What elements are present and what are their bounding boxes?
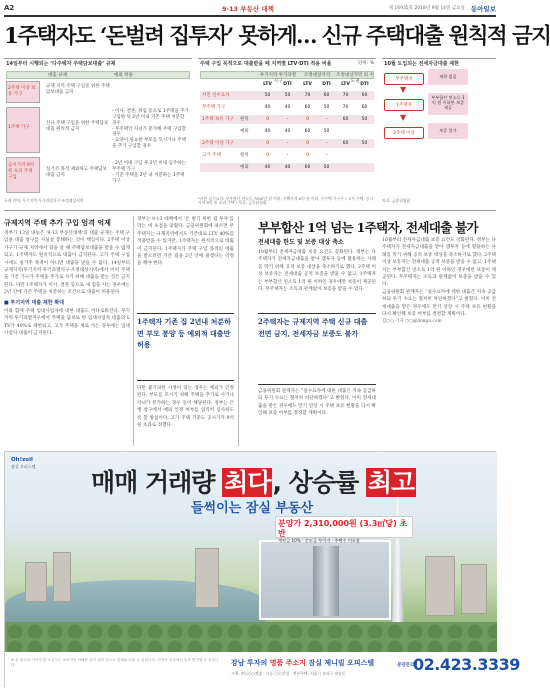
article-left: [4, 216, 130, 448]
article-right-col2: [382, 237, 496, 447]
down-arrow-icon: ▼: [400, 113, 407, 122]
tier-label: 무주택자: [384, 73, 424, 85]
table-cell: 60: [342, 141, 349, 146]
table-cell: 50: [323, 129, 330, 134]
article-body: 10월부터 전세자금대출 보증 요건도 강화된다. 정부는 다주택자가 전세자금대출을 받아 갭투자 등에 활용하는 사례를 막기 위해 공적 보증 대상을 축소하기로 했다. 2주택 이상 보유자는 전세대출 공적 보증을 받을 수 없고, 1주택자는 부부합산 연소득 1억 원 이하인 경우에만 보증이 제공된다. 무주택자는 소득과 관계없이 보증을 받을 수 있다.: [382, 238, 496, 288]
tier-label: 1주택자: [384, 99, 424, 111]
row-group: 1주택 보유 가구: [202, 117, 234, 122]
section-title: 9·13 부동산 대책: [222, 4, 274, 13]
table-cell: 50: [284, 93, 291, 98]
row-label: 1주택 가구: [8, 125, 30, 130]
ad-brand-logo: Oh!zoil: [11, 457, 33, 463]
section-divider: [4, 210, 496, 211]
ad-building: [461, 564, 487, 614]
ad-small-print: ※ 본 광고의 이미지 및 조감도는 소비자의 이해를 돕기 위한 것으로 실제와 다를 수 있습니다. 인허가 과정에서 일부 변경될 수 있습니다.: [11, 658, 219, 667]
metric-head: LTV: [263, 82, 272, 87]
table-cell: 0: [266, 117, 269, 122]
infographic-loan-rules: [4, 58, 192, 206]
table-cell: 40: [284, 105, 291, 110]
tier-detail: 부부합산 연소득 1억 원 이하만 보증 제공: [428, 93, 468, 115]
infographic-title: 14일부터 시행되는 ‘다주택자 주택담보대출’ 규제: [6, 61, 116, 67]
region-head: 투기지역·투기과열지구: [259, 73, 297, 84]
table-cell: [355, 127, 374, 136]
row-exception: - 2년 이내 구입 후 2년 이내 입주하는 무주택 가구 - 기존 주택을 2년 내 처분하는 1주택 가구: [112, 161, 186, 184]
table-cell: [336, 127, 355, 136]
article-middle-top: [137, 216, 234, 311]
article-right-bottom: [258, 388, 376, 447]
table-cell: 60: [361, 105, 368, 110]
ad-building: [25, 562, 47, 602]
row-label: 공시가격 9억 원 초과 주택 구입: [8, 163, 35, 180]
row-sub: 예외: [240, 165, 249, 170]
row-rule: 실거주 목적 제외하고 주택담보대출 금지: [46, 167, 107, 178]
table-cell: [355, 151, 374, 160]
table-cell: 0: [306, 141, 309, 146]
table-cell: 50: [323, 105, 330, 110]
article-body: 다만 불가피한 사정이 있는 경우는 예외가 인정된다. 부모를 모시기 위해 주택을 추가로 사거나 자녀가 분가하는 경우 등이 해당된다. 정부는 은행 창구에서 예외 인정 여부를 엄격히 심사하도록 할 방침이다. 고가 주택 기준도 공시가격 9억 원 초과로 정했다.: [137, 386, 234, 429]
row-exception: - 이사, 결혼, 취업 등으로 1주택을 추가 구입한 뒤 2년 이내 기존 주택 처분할 경우 - 무주택인 자녀가 분가해 주택 구입할 경우 - 요양이 필요한 부모를 모시거나 주택을 추가 구입할 경우: [112, 109, 189, 150]
pull-quote: 2주택자는 규제지역 주택 신규 대출 전면 금지, 전세자금 보증도 불가: [258, 313, 376, 385]
ad-building: [53, 552, 71, 602]
table-cell: 50: [323, 165, 330, 170]
row-rule: 규제 지역 주택 구입을 위한 주택담보대출 금지: [46, 84, 110, 95]
row-group: 고가 주택: [202, 153, 221, 158]
table-cell: [336, 163, 355, 172]
table-cell: 50: [361, 141, 368, 146]
issue-meta: 제 16935호 2018년 9월 14일 금요일: [388, 6, 465, 11]
row-sub: 원칙: [240, 153, 249, 158]
infographic-footnote: *서민 실수요자: 부부합산 연소득 7000만 원 이하, 주택가격 6억 원 이하, 무주택 가구주 / 고가 주택: 공시가격 9억 원 초과 주택 / 자료: 금융위원회: [198, 195, 374, 206]
article-body: 10월부터 전세자금대출 보증 요건도 강화된다. 정부는 다주택자가 전세자금대출을 받아 갭투자 등에 활용하는 사례를 막기 위해 공적 보증 대상을 축소하기로 했다. 2주택 이상 보유자는 전세대출 공적 보증을 받을 수 없고, 1주택자는 부부합산 연소득 1억 원 이하인 경우에만 보증이 제공된다. 무주택자는 소득과 관계없이 보증을 받을 수 있다.: [258, 250, 376, 293]
pull-quote: 1주택자 기존 집 2년내 처분하면 부모 봉양 등 예외적 대출만 허용: [137, 313, 234, 381]
table-cell: 0: [306, 117, 309, 122]
article-body: 금융위원회 관계자는 “실수요자에 대한 대출은 지속 공급하되 투기 수요는 철저히 차단하겠다”고 밝혔다. 이미 전세대출을 받은 경우에도 만기 연장 시 주택 보유 현황을 다시 확인해 보증 여부를 결정할 계획이다.: [382, 289, 496, 318]
infographic-title: 주택 구입 목적으로 대출받을 때 지역별 LTV·DTI 적용 비율: [200, 61, 332, 67]
row-sub: 예외: [240, 129, 249, 134]
row-group: 서민 실수요자: [202, 93, 230, 98]
metric-head: DTI: [322, 82, 331, 87]
table-cell: -: [286, 117, 289, 122]
ad-cta-note: 시행: ㈜○○○개발 · 시공: ○○건설 · 견본주택: 서울시 송파구 잠실동: [231, 671, 346, 676]
article-subhead: 전세대출 한도 및 보증 대상 축소: [258, 239, 344, 246]
table-cell: -: [325, 117, 328, 122]
table-cell: 50: [361, 117, 368, 122]
table-cell: 40: [284, 165, 291, 170]
tier-label: 2주택 이상: [384, 127, 424, 139]
table-cell: 0: [266, 153, 269, 158]
table-cell: 60: [304, 129, 311, 134]
col-head: 예외 허용: [114, 73, 133, 78]
ad-building: [195, 548, 219, 608]
table-header: [6, 71, 190, 79]
table-cell: -: [325, 153, 328, 158]
byline: 김○○ 기자 ○○@donga.com: [382, 319, 442, 325]
metric-head: LTV: [341, 82, 350, 87]
table-cell: 0: [266, 141, 269, 146]
infographic-footnote: 규제 지역: 투기지역·투기과열지구·조정대상지역: [4, 198, 84, 204]
column-divider: [238, 216, 239, 446]
tier-detail: 제한 없음: [428, 69, 468, 85]
row-group: 2주택 이상 가구: [202, 141, 234, 146]
column-divider: [133, 216, 134, 446]
table-cell: 60: [304, 105, 311, 110]
ad-building-render: [259, 540, 391, 620]
region-head: 조정대상지역 외 수도권: [336, 73, 374, 84]
table-cell: 60: [361, 93, 368, 98]
ad-subline: 들썩이는 잠실 부동산: [191, 501, 314, 516]
ad-phone-label: 분양문의: [397, 663, 415, 668]
infographic-footnote: 자료: 금융위원회: [382, 198, 411, 204]
article-body: 이와 함께 주택 임대사업자에 대한 대출도 까다로워진다. 투기지역·투기과열지구에서 주택을 담보로 한 임대사업자 대출의 LTV가 40%로 제한되고, 고가 주택을 새로 사는 경우에는 임대사업자 대출이 금지된다.: [4, 309, 130, 337]
ad-price: 분양가 2,310,000원 (3.3㎡당) 초반: [278, 519, 408, 538]
metric-head: DTI: [360, 82, 369, 87]
table-cell: 40: [264, 105, 271, 110]
ad-phone-number[interactable]: 02.423.3339: [413, 655, 520, 674]
table-cell: 60: [342, 117, 349, 122]
col-head: 대출 규제: [48, 73, 67, 78]
infographic-jeonse: [382, 58, 496, 206]
table-cell: 0: [306, 153, 309, 158]
article-middle-bottom: [137, 385, 234, 447]
table-cell: 70: [304, 93, 311, 98]
article-boxhead: ■ 투기지역 대출 제한 확대: [4, 299, 64, 306]
infographic-ltv-dti: [198, 58, 376, 206]
table-cell: 70: [342, 105, 349, 110]
table-cell: -: [286, 153, 289, 158]
ad-brand-sub: 잠실 오피스텔: [11, 464, 36, 469]
ad-price-note: 계약금 10% · 중도금 무이자 · 주택수 미포함: [278, 538, 360, 544]
ad-trees: [5, 622, 497, 652]
article-body: 정부는 9·13 대책에서 ‘돈 벌기 위한 집 투자’를 막는 데 초점을 맞췄다. 금융위원회에 따르면 무주택자는 규제지역에서도 기존대로 LTV 40%를 적용받을 수 있지만, 1주택자는 원칙적으로 대출이 금지된다. 1주택자가 주택 구입 목적의 대출을 받으려면 기존 집을 2년 안에 팔겠다는 약정을 해야 한다.: [137, 217, 234, 267]
unit-label: 단위: %: [358, 61, 374, 66]
article-body: 정부가 13일 내놓은 ‘9·13 부동산대책’의 대출 규제는 주택 구입용 대출 창구를 사실상 봉쇄하는 것이 핵심이다. 2주택 이상 가구가 규제 지역에서 집을 살 때 주택담보대출을 받을 수 없게 되고, 1주택자도 원칙적으로 대출이 금지된다. 고가 주택 구입 시에도 실거주 목적이 아니면 대출을 받을 수 없다. 14일부터 규제지역(투기지역·투기과열지구·조정대상지역)에서 이미 주택을 가진 가구가 주택을 추가로 사기 위해 대출을 받는 것은 금지된다. 다만 1주택자가 이사, 결혼 등으로 새 집을 사는 경우에는 2년 안에 기존 주택을 처분하는 조건으로 대출이 허용된다.: [4, 231, 130, 296]
metric-head: DTI: [283, 82, 292, 87]
row-sub: 원칙: [240, 117, 249, 122]
article-body: 금융위원회 관계자는 “실수요자에 대한 대출은 지속 공급하되 투기 수요는 철저히 차단하겠다”고 밝혔다. 이미 전세대출을 받은 경우에도 만기 연장 시 주택 보유 현황을 다시 확인해 보증 여부를 결정할 계획이다.: [258, 389, 376, 417]
header-rule: [4, 15, 496, 17]
paper-logo: 동아일보: [470, 4, 496, 13]
infographic-title: 10월 도입되는 전세자금대출 제한: [384, 61, 459, 67]
article-headline: 부부합산 1억 넘는 1주택자, 전세대출 불가: [258, 220, 478, 235]
table-cell: 70: [342, 93, 349, 98]
table-cell: [336, 151, 355, 160]
ad-price-box: [275, 516, 413, 544]
main-headline: 1주택자도 ‘돈벌려 집투자’ 못하게… 신규 주택대출 원칙적 금지: [4, 24, 550, 49]
table-cell: 40: [284, 129, 291, 134]
row-label: 2주택 이상 보유 가구: [8, 86, 36, 97]
table-cell: 40: [264, 165, 271, 170]
page-header: [4, 3, 496, 13]
tier-detail: 보증 불가: [428, 123, 468, 139]
table-cell: -: [325, 141, 328, 146]
row-group: 무주택 가구: [202, 105, 226, 110]
article-right-top: [258, 237, 376, 311]
table-cell: 50: [264, 93, 271, 98]
row-rule: 신규 주택 구입을 위한 주택담보대출 원칙적 금지: [46, 121, 109, 132]
article-subhead: 규제지역 주택 추가 구입 엄격 억제: [4, 218, 111, 227]
region-head: 조정대상지역: [303, 73, 331, 78]
table-cell: -: [286, 141, 289, 146]
metric-head: LTV: [303, 82, 312, 87]
table-cell: [355, 163, 374, 172]
advertisement[interactable]: [4, 451, 520, 687]
down-arrow-icon: ▼: [400, 85, 407, 94]
table-cell: 40: [264, 129, 271, 134]
ad-building: [425, 556, 455, 616]
page-number: A2: [4, 4, 15, 12]
table-cell: 60: [304, 165, 311, 170]
ad-cta: 강남 투자의 명품 주소지 잠실 제니빌 오피스텔: [231, 659, 375, 667]
ad-headline: 매매 거래량 최다, 상승률 최고: [91, 468, 415, 497]
table-cell: 60: [323, 93, 330, 98]
